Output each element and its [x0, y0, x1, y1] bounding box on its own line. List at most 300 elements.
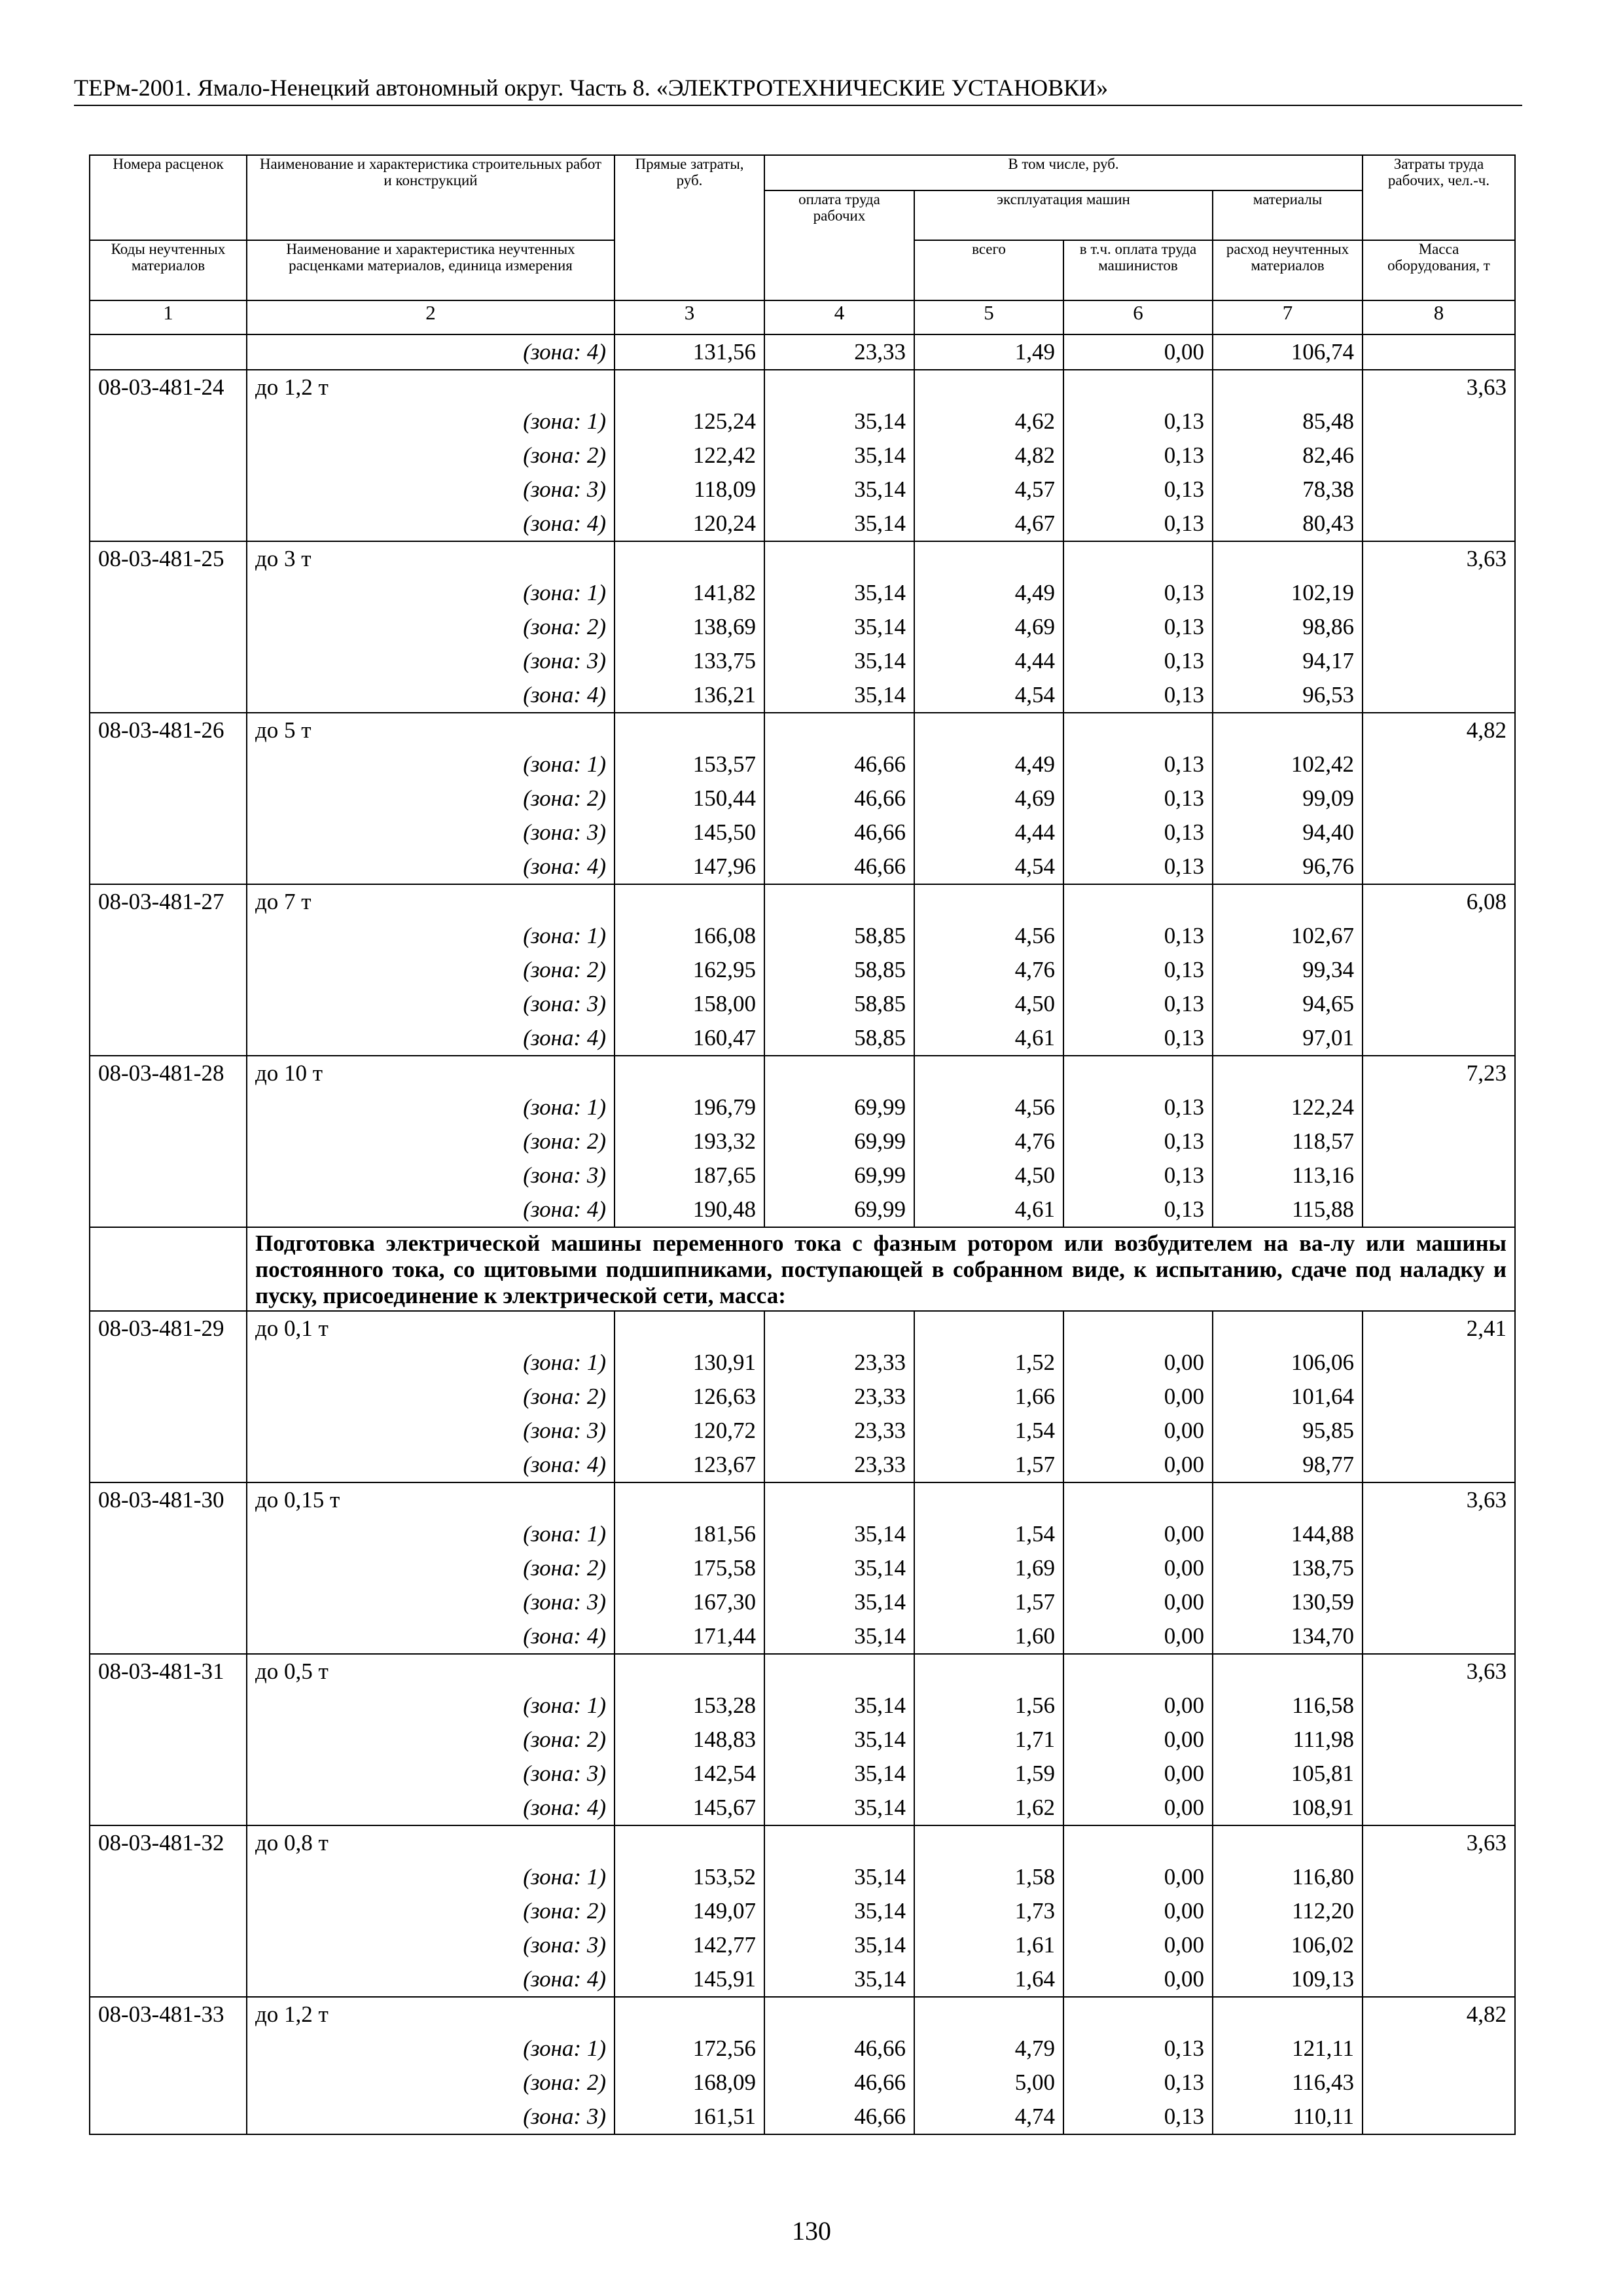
machines-total-value: 1,73 [914, 1894, 1063, 1928]
labor-cell [1363, 1021, 1515, 1056]
empty-cell [1213, 1825, 1363, 1860]
direct-costs-value: 171,44 [615, 1619, 764, 1654]
wages-value: 23,33 [764, 1380, 914, 1414]
materials-value: 82,46 [1213, 439, 1363, 473]
zone-label: (зона: 2) [247, 610, 615, 644]
materials-value: 111,98 [1213, 1723, 1363, 1757]
rate-code-cell [90, 644, 247, 678]
rate-code-cell [90, 747, 247, 781]
zone-row [90, 987, 1515, 1021]
rate-title-row [90, 1056, 1515, 1090]
zone-row [90, 644, 1515, 678]
zone-row [90, 576, 1515, 610]
machines-wages-value: 0,00 [1063, 1551, 1213, 1585]
zone-row [90, 850, 1515, 884]
zone-row [90, 1193, 1515, 1227]
rate-code-cell [90, 610, 247, 644]
direct-costs-value: 147,96 [615, 850, 764, 884]
direct-costs-value: 160,47 [615, 1021, 764, 1056]
rate-code-cell [90, 678, 247, 713]
labor-cell [1363, 1414, 1515, 1448]
rate-code-cell [90, 987, 247, 1021]
empty-cell [1063, 1825, 1213, 1860]
rate-code-cell [90, 439, 247, 473]
zone-row [90, 2066, 1515, 2100]
rate-title-row [90, 370, 1515, 404]
rate-code-cell [90, 2100, 247, 2134]
section-heading-row [90, 1227, 1515, 1311]
zone-label: (зона: 2) [247, 1723, 615, 1757]
empty-cell [1213, 713, 1363, 747]
zone-label: (зона: 3) [247, 1158, 615, 1193]
empty-cell [1063, 1654, 1213, 1689]
empty-cell [615, 1825, 764, 1860]
empty-cell [615, 1056, 764, 1090]
machines-total-value: 1,62 [914, 1791, 1063, 1825]
machines-total-value: 4,82 [914, 439, 1063, 473]
zone-label: (зона: 1) [247, 1689, 615, 1723]
direct-costs-value: 131,56 [615, 334, 764, 370]
rate-code: 08-03-481-26 [90, 713, 247, 747]
direct-costs-value: 162,95 [615, 953, 764, 987]
materials-value: 99,34 [1213, 953, 1363, 987]
rate-code-cell [90, 816, 247, 850]
rate-code-cell [90, 1860, 247, 1894]
machines-total-value: 1,49 [914, 334, 1063, 370]
materials-value: 118,57 [1213, 1124, 1363, 1158]
labor-cell [1363, 644, 1515, 678]
wages-value: 46,66 [764, 850, 914, 884]
rate-code-cell [90, 1380, 247, 1414]
direct-costs-value: 175,58 [615, 1551, 764, 1585]
rate-code-cell [90, 1928, 247, 1962]
column-number: 7 [1213, 300, 1363, 334]
labor-value: 6,08 [1363, 884, 1515, 919]
wages-value: 23,33 [764, 1448, 914, 1482]
materials-value: 116,80 [1213, 1860, 1363, 1894]
labor-cell [1363, 1757, 1515, 1791]
zone-row [90, 1158, 1515, 1193]
rate-title-row [90, 1997, 1515, 2032]
machines-wages-value: 0,13 [1063, 2100, 1213, 2134]
wages-value: 35,14 [764, 1791, 914, 1825]
direct-costs-value: 150,44 [615, 781, 764, 816]
empty-cell [764, 1056, 914, 1090]
zone-row [90, 953, 1515, 987]
labor-cell [1363, 610, 1515, 644]
wages-value: 23,33 [764, 1414, 914, 1448]
machines-wages-value: 0,13 [1063, 1124, 1213, 1158]
rate-code-cell [90, 1090, 247, 1124]
empty-cell [764, 541, 914, 576]
section-body [90, 1227, 1515, 1311]
zone-label: (зона: 4) [247, 1021, 615, 1056]
machines-total-value: 4,79 [914, 2032, 1063, 2066]
zone-row [90, 1928, 1515, 1962]
machines-wages-value: 0,13 [1063, 747, 1213, 781]
machines-wages-value: 0,00 [1063, 1619, 1213, 1654]
direct-costs-value: 153,28 [615, 1689, 764, 1723]
machines-wages-value: 0,13 [1063, 678, 1213, 713]
machines-total-value: 1,54 [914, 1414, 1063, 1448]
materials-value: 134,70 [1213, 1619, 1363, 1654]
zone-label: (зона: 2) [247, 953, 615, 987]
rate-code: 08-03-481-27 [90, 884, 247, 919]
rate-title: до 0,1 т [247, 1311, 615, 1346]
materials-value: 109,13 [1213, 1962, 1363, 1997]
machines-wages-value: 0,00 [1063, 1448, 1213, 1482]
zone-row [90, 1757, 1515, 1791]
direct-costs-value: 145,91 [615, 1962, 764, 1997]
zone-label: (зона: 3) [247, 1414, 615, 1448]
machines-total-value: 4,56 [914, 1090, 1063, 1124]
machines-total-value: 1,57 [914, 1585, 1063, 1619]
zone-row [90, 1689, 1515, 1723]
rate-code-cell [90, 1791, 247, 1825]
zone-label: (зона: 2) [247, 2066, 615, 2100]
zone-label: (зона: 1) [247, 747, 615, 781]
empty-cell [914, 1825, 1063, 1860]
rate-title: до 5 т [247, 713, 615, 747]
rate-code: 08-03-481-29 [90, 1311, 247, 1346]
direct-costs-value: 190,48 [615, 1193, 764, 1227]
direct-costs-value: 141,82 [615, 576, 764, 610]
rate-title: до 0,15 т [247, 1482, 615, 1517]
labor-cell [1363, 473, 1515, 507]
labor-cell [1363, 747, 1515, 781]
col-including-header: В том числе, руб. [764, 155, 1363, 190]
labor-cell [1363, 1551, 1515, 1585]
direct-costs-value: 148,83 [615, 1723, 764, 1757]
column-number: 3 [615, 300, 764, 334]
rate-code-cell [90, 919, 247, 953]
machines-wages-value: 0,00 [1063, 334, 1213, 370]
machines-wages-value: 0,00 [1063, 1346, 1213, 1380]
machines-wages-value: 0,13 [1063, 2032, 1213, 2066]
materials-value: 116,58 [1213, 1689, 1363, 1723]
materials-value: 101,64 [1213, 1380, 1363, 1414]
machines-wages-value: 0,13 [1063, 644, 1213, 678]
zone-label: (зона: 1) [247, 2032, 615, 2066]
machines-total-value: 4,61 [914, 1021, 1063, 1056]
materials-value: 96,53 [1213, 678, 1363, 713]
column-number: 5 [914, 300, 1063, 334]
wages-value: 35,14 [764, 1962, 914, 1997]
machines-total-value: 4,54 [914, 850, 1063, 884]
zone-row [90, 1723, 1515, 1757]
rate-title-row [90, 541, 1515, 576]
labor-cell [1363, 1928, 1515, 1962]
zone-label: (зона: 3) [247, 816, 615, 850]
machines-wages-value: 0,13 [1063, 953, 1213, 987]
machines-wages-value: 0,13 [1063, 816, 1213, 850]
machines-total-value: 1,64 [914, 1962, 1063, 1997]
machines-total-value: 4,61 [914, 1193, 1063, 1227]
page-number: 130 [792, 2216, 831, 2246]
rate-title: до 0,5 т [247, 1654, 615, 1689]
machines-total-value: 4,57 [914, 473, 1063, 507]
empty-cell [1213, 541, 1363, 576]
zone-label: (зона: 4) [247, 850, 615, 884]
zone-row [90, 1021, 1515, 1056]
rate-title: до 1,2 т [247, 1997, 615, 2032]
rate-code: 08-03-481-33 [90, 1997, 247, 2032]
wages-value: 46,66 [764, 747, 914, 781]
direct-costs-value: 123,67 [615, 1448, 764, 1482]
materials-value: 102,42 [1213, 747, 1363, 781]
labor-value: 4,82 [1363, 713, 1515, 747]
machines-wages-value: 0,13 [1063, 987, 1213, 1021]
rate-title-row [90, 884, 1515, 919]
labor-cell [1363, 1448, 1515, 1482]
empty-cell [764, 1482, 914, 1517]
labor-cell [1363, 2066, 1515, 2100]
machines-wages-value: 0,13 [1063, 439, 1213, 473]
wages-value: 35,14 [764, 1860, 914, 1894]
labor-cell [1363, 781, 1515, 816]
direct-costs-value: 136,21 [615, 678, 764, 713]
machines-wages-value: 0,13 [1063, 1021, 1213, 1056]
table-body-top [90, 334, 1515, 1227]
zone-label: (зона: 1) [247, 576, 615, 610]
machines-total-value: 1,58 [914, 1860, 1063, 1894]
materials-value: 94,65 [1213, 987, 1363, 1021]
direct-costs-value: 172,56 [615, 2032, 764, 2066]
zone-row [90, 1517, 1515, 1551]
direct-costs-value: 122,42 [615, 439, 764, 473]
labor-value: 3,63 [1363, 541, 1515, 576]
materials-value: 116,43 [1213, 2066, 1363, 2100]
labor-cell [1363, 1860, 1515, 1894]
rate-title-row [90, 713, 1515, 747]
rate-code-cell [90, 1551, 247, 1585]
col-direct-costs-header: Прямые затраты, руб. [615, 155, 764, 300]
machines-wages-value: 0,13 [1063, 473, 1213, 507]
machines-wages-value: 0,00 [1063, 1894, 1213, 1928]
col-materials-usage-header: расход неучтенных материалов [1213, 240, 1363, 300]
machines-total-value: 4,49 [914, 747, 1063, 781]
wages-value: 69,99 [764, 1090, 914, 1124]
labor-cell [1363, 987, 1515, 1021]
col-codes-header: Коды неучтенных материалов [90, 240, 247, 300]
rates-table [89, 154, 1516, 2135]
col-name-materials-header: Наименование и характеристика неучтенных расценками материалов, единица измерения [247, 240, 615, 300]
wages-value: 35,14 [764, 404, 914, 439]
machines-wages-value: 0,00 [1063, 1414, 1213, 1448]
wages-value: 35,14 [764, 644, 914, 678]
wages-value: 69,99 [764, 1193, 914, 1227]
materials-value: 99,09 [1213, 781, 1363, 816]
machines-wages-value: 0,13 [1063, 781, 1213, 816]
col-machines-wages-header: в т.ч. оплата труда машинистов [1063, 240, 1213, 300]
machines-wages-value: 0,13 [1063, 1158, 1213, 1193]
labor-value: 3,63 [1363, 1482, 1515, 1517]
rate-title-row [90, 1311, 1515, 1346]
machines-total-value: 4,67 [914, 507, 1063, 541]
col-machines-header: эксплуатация машин [914, 190, 1213, 240]
labor-cell [1363, 1193, 1515, 1227]
empty-cell [764, 370, 914, 404]
machines-wages-value: 0,13 [1063, 1193, 1213, 1227]
materials-value: 85,48 [1213, 404, 1363, 439]
zone-label: (зона: 2) [247, 1894, 615, 1928]
labor-cell [1363, 1585, 1515, 1619]
empty-cell [1063, 541, 1213, 576]
labor-cell [1363, 1158, 1515, 1193]
col-machines-total-header: всего [914, 240, 1063, 300]
labor-cell [1363, 1380, 1515, 1414]
machines-total-value: 1,66 [914, 1380, 1063, 1414]
zone-label: (зона: 2) [247, 1124, 615, 1158]
wages-value: 46,66 [764, 781, 914, 816]
wages-value: 35,14 [764, 1517, 914, 1551]
zone-row [90, 919, 1515, 953]
empty-cell [764, 884, 914, 919]
zone-row [90, 1346, 1515, 1380]
rate-code: 08-03-481-30 [90, 1482, 247, 1517]
machines-total-value: 4,62 [914, 404, 1063, 439]
direct-costs-value: 149,07 [615, 1894, 764, 1928]
materials-value: 96,76 [1213, 850, 1363, 884]
labor-cell [1363, 678, 1515, 713]
zone-label: (зона: 3) [247, 473, 615, 507]
materials-value: 98,86 [1213, 610, 1363, 644]
rate-code-cell [90, 953, 247, 987]
wages-value: 35,14 [764, 610, 914, 644]
labor-cell [1363, 1346, 1515, 1380]
wages-value: 35,14 [764, 1689, 914, 1723]
zone-row [90, 747, 1515, 781]
zone-label: (зона: 3) [247, 987, 615, 1021]
machines-wages-value: 0,13 [1063, 507, 1213, 541]
machines-total-value: 1,60 [914, 1619, 1063, 1654]
wages-value: 35,14 [764, 439, 914, 473]
labor-cell [1363, 1962, 1515, 1997]
labor-cell [1363, 404, 1515, 439]
empty-cell [1063, 884, 1213, 919]
machines-total-value: 5,00 [914, 2066, 1063, 2100]
materials-value: 122,24 [1213, 1090, 1363, 1124]
labor-cell [1363, 850, 1515, 884]
wages-value: 46,66 [764, 2100, 914, 2134]
machines-wages-value: 0,13 [1063, 576, 1213, 610]
rate-code-cell [90, 1124, 247, 1158]
wages-value: 69,99 [764, 1158, 914, 1193]
materials-value: 78,38 [1213, 473, 1363, 507]
labor-cell [1363, 919, 1515, 953]
rate-code-cell [90, 1689, 247, 1723]
labor-cell [1363, 816, 1515, 850]
column-number: 6 [1063, 300, 1213, 334]
zone-row [90, 334, 1515, 370]
empty-cell [914, 884, 1063, 919]
rate-code: 08-03-481-31 [90, 1654, 247, 1689]
rate-title: до 1,2 т [247, 370, 615, 404]
machines-total-value: 4,69 [914, 610, 1063, 644]
machines-total-value: 1,59 [914, 1757, 1063, 1791]
empty-cell [764, 1825, 914, 1860]
empty-cell [615, 1482, 764, 1517]
direct-costs-value: 181,56 [615, 1517, 764, 1551]
direct-costs-value: 120,24 [615, 507, 764, 541]
empty-cell [764, 1997, 914, 2032]
machines-wages-value: 0,00 [1063, 1928, 1213, 1962]
wages-value: 23,33 [764, 1346, 914, 1380]
machines-wages-value: 0,00 [1063, 1962, 1213, 1997]
labor-cell [1363, 953, 1515, 987]
labor-cell [1363, 1517, 1515, 1551]
empty-cell [914, 1482, 1063, 1517]
rate-title: до 0,8 т [247, 1825, 615, 1860]
labor-cell [1363, 1791, 1515, 1825]
direct-costs-value: 196,79 [615, 1090, 764, 1124]
rate-code-cell [90, 850, 247, 884]
wages-value: 58,85 [764, 953, 914, 987]
direct-costs-value: 125,24 [615, 404, 764, 439]
empty-cell [1063, 1482, 1213, 1517]
zone-row [90, 439, 1515, 473]
labor-value: 4,82 [1363, 1997, 1515, 2032]
materials-value: 121,11 [1213, 2032, 1363, 2066]
column-number: 8 [1363, 300, 1515, 334]
materials-value: 144,88 [1213, 1517, 1363, 1551]
zone-label: (зона: 4) [247, 334, 615, 370]
materials-value: 106,02 [1213, 1928, 1363, 1962]
wages-value: 46,66 [764, 2032, 914, 2066]
zone-label: (зона: 2) [247, 1551, 615, 1585]
empty-cell [615, 541, 764, 576]
materials-value: 138,75 [1213, 1551, 1363, 1585]
empty-cell [914, 370, 1063, 404]
machines-total-value: 4,44 [914, 816, 1063, 850]
machines-total-value: 4,54 [914, 678, 1063, 713]
machines-total-value: 4,69 [914, 781, 1063, 816]
empty-cell [1213, 1311, 1363, 1346]
direct-costs-value: 167,30 [615, 1585, 764, 1619]
rate-code-cell [90, 781, 247, 816]
zone-row [90, 1090, 1515, 1124]
empty-cell [764, 1654, 914, 1689]
wages-value: 35,14 [764, 1619, 914, 1654]
labor-value: 7,23 [1363, 1056, 1515, 1090]
machines-wages-value: 0,00 [1063, 1689, 1213, 1723]
rate-title: до 10 т [247, 1056, 615, 1090]
zone-row [90, 816, 1515, 850]
direct-costs-value: 168,09 [615, 2066, 764, 2100]
wages-value: 35,14 [764, 507, 914, 541]
zone-label: (зона: 1) [247, 919, 615, 953]
direct-costs-value: 130,91 [615, 1346, 764, 1380]
zone-label: (зона: 2) [247, 1380, 615, 1414]
wages-value: 35,14 [764, 1928, 914, 1962]
col-rate-numbers-header: Номера расценок [90, 155, 247, 240]
empty-cell [615, 884, 764, 919]
machines-total-value: 4,49 [914, 576, 1063, 610]
zone-label: (зона: 3) [247, 1585, 615, 1619]
wages-value: 58,85 [764, 987, 914, 1021]
zone-label: (зона: 1) [247, 404, 615, 439]
rate-title-row [90, 1482, 1515, 1517]
materials-value: 98,77 [1213, 1448, 1363, 1482]
wages-value: 23,33 [764, 334, 914, 370]
labor-value: 2,41 [1363, 1311, 1515, 1346]
labor-cell [1363, 1894, 1515, 1928]
zone-label: (зона: 4) [247, 507, 615, 541]
empty-cell [914, 541, 1063, 576]
zone-row [90, 610, 1515, 644]
machines-wages-value: 0,13 [1063, 404, 1213, 439]
materials-value: 94,40 [1213, 816, 1363, 850]
